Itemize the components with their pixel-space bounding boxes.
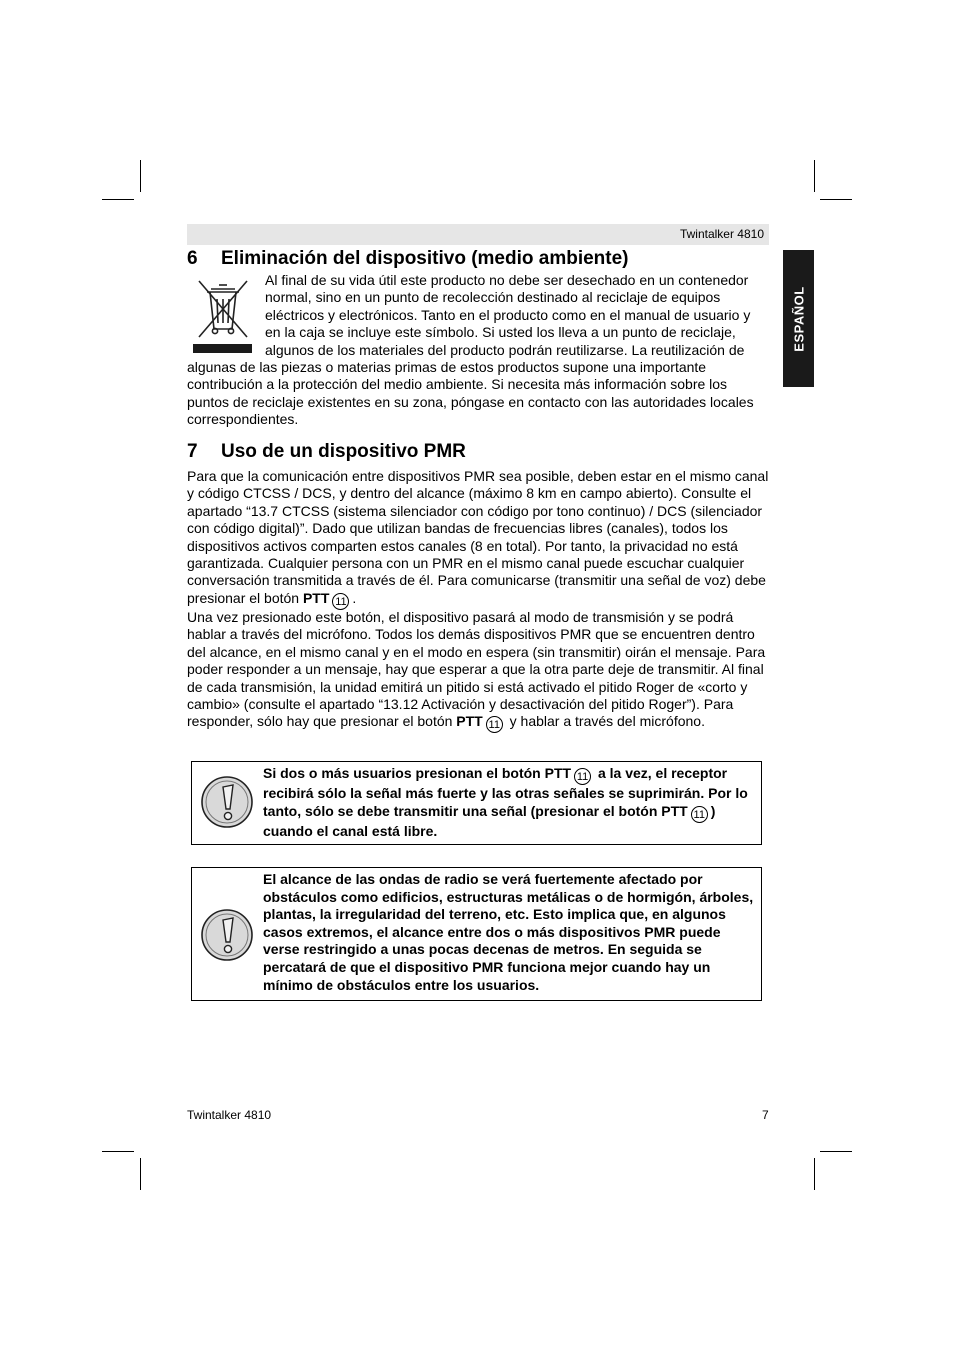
section-6-heading [187, 248, 629, 270]
crop-mark [814, 1158, 815, 1190]
circled-number: 11 [486, 716, 503, 733]
language-tab [783, 250, 814, 387]
section-6-title: Eliminación del dispositivo (medio ambiente) [221, 248, 629, 269]
note-box-1 [191, 761, 762, 845]
language-tab-label: ESPAÑOL [791, 285, 806, 352]
crop-mark [140, 1158, 141, 1190]
footer-product: Twintalker 4810 [187, 1108, 272, 1122]
crop-mark [102, 199, 134, 200]
section-6-text: Al final de su vida útil este producto no debe ser desechado en un contenedor normal, sino en un punto de recolección destinado al reciclaje de equipos eléctricos y electrónicos. Tanto en el producto como en el manual de usuario y en la caja se incluye este símbolo. Si usted los lleva a un punto de reciclaje, algunos de los materiales del producto podrán reutilizarse. La reutilización de algunas de las piezas o materias primas de estos productos supone una importante contribución a la protección del medio ambiente. Si necesita más información sobre los puntos de reciclaje existentes en su zona, póngase en contacto con las autoridades locales correspondientes. [187, 272, 754, 428]
header-bar [187, 224, 769, 245]
circled-number: 11 [574, 768, 591, 785]
page-number: 7 [762, 1108, 769, 1122]
ptt-label: PTT [456, 713, 483, 730]
circled-number: 11 [332, 593, 349, 610]
circled-number: 11 [691, 806, 708, 823]
section-7-title: Uso de un dispositivo PMR [221, 441, 466, 462]
note-box-2 [191, 867, 762, 1001]
ptt-label: PTT [302, 589, 330, 606]
crop-mark [814, 160, 815, 192]
exclamation-icon [200, 908, 254, 967]
exclamation-icon [200, 775, 254, 834]
crop-mark [820, 1151, 852, 1152]
crop-mark [102, 1151, 134, 1152]
section-6-number: 6 [187, 248, 198, 269]
section-7-paragraph-1: Para que la comunicación entre dispositivos PMR sea posible, deben estar en el mismo canal y código CTCSS / DCS, y dentro del alcance (máximo 8 km en campo abierto). Consulte el apartado “13.7 CTCSS (sistema silenciador con código por tono continuo) / DCS (silenciador con código digital)”. Dado que utilizan bandas de frecuencias libres (canales), todos los dispositivos activos comparten estos canales (8 en total). Por tanto, la privacidad no está garantizada. Cualquier persona con un PMR en el mismo canal puede escuchar cualquier conversación transmitida a través de él. Para comunicarse (transmitir una señal de voz) debe presionar el botón PTT 11 . [187, 468, 769, 608]
header-product: Twintalker 4810 [679, 227, 764, 241]
note-1-text: Si dos o más usuarios presionan el botón PTT 11 a la vez, el receptor recibirá sólo la señal más fuerte y las otras señales se suprimirán. Por lo tanto, sólo se debe transmitir una señal (presionar el botón PTT 11 ) cuando el canal está libre. [263, 765, 748, 839]
section-7-number: 7 [187, 441, 198, 462]
section-7-paragraph-2: Una vez presionado este botón, el dispositivo pasará al modo de transmisión y se podrá hablar a través del micrófono. Todos los demás dispositivos PMR que se encuentren dentro del alcance, en el mismo canal y en el modo en espera (sin transmitir) oirán el mensaje. Para poder responder a un mensaje, hay que esperar a que la otra parte deje de transmitir. Al final de cada transmisión, la unidad emitirá un pitido si está activado el pitido Roger de «corto y cambio» (consulte el apartado “13.12 Activación y desactivación del pitido Roger”). Para responder, sólo hay que presionar el botón PTT 11 y hablar a través del micrófono. [187, 609, 766, 732]
crop-mark [140, 160, 141, 192]
note-2-text: El alcance de las ondas de radio se verá fuertemente afectado por obstáculos como edificios, estructuras metálicas o de hormigón, árboles, plantas, la irregularidad del terreno, etc. Esto implica que, en algunos casos extremos, el alcance entre dos o más dispositivos PMR puede verse restringido a unas pocas decenas de metros. En seguida se percatará de que el dispositivo PMR funciona mejor cuando hay un mínimo de obstáculos entre los usuarios. [263, 871, 754, 993]
crop-mark [820, 199, 852, 200]
section-7-heading [187, 441, 466, 463]
